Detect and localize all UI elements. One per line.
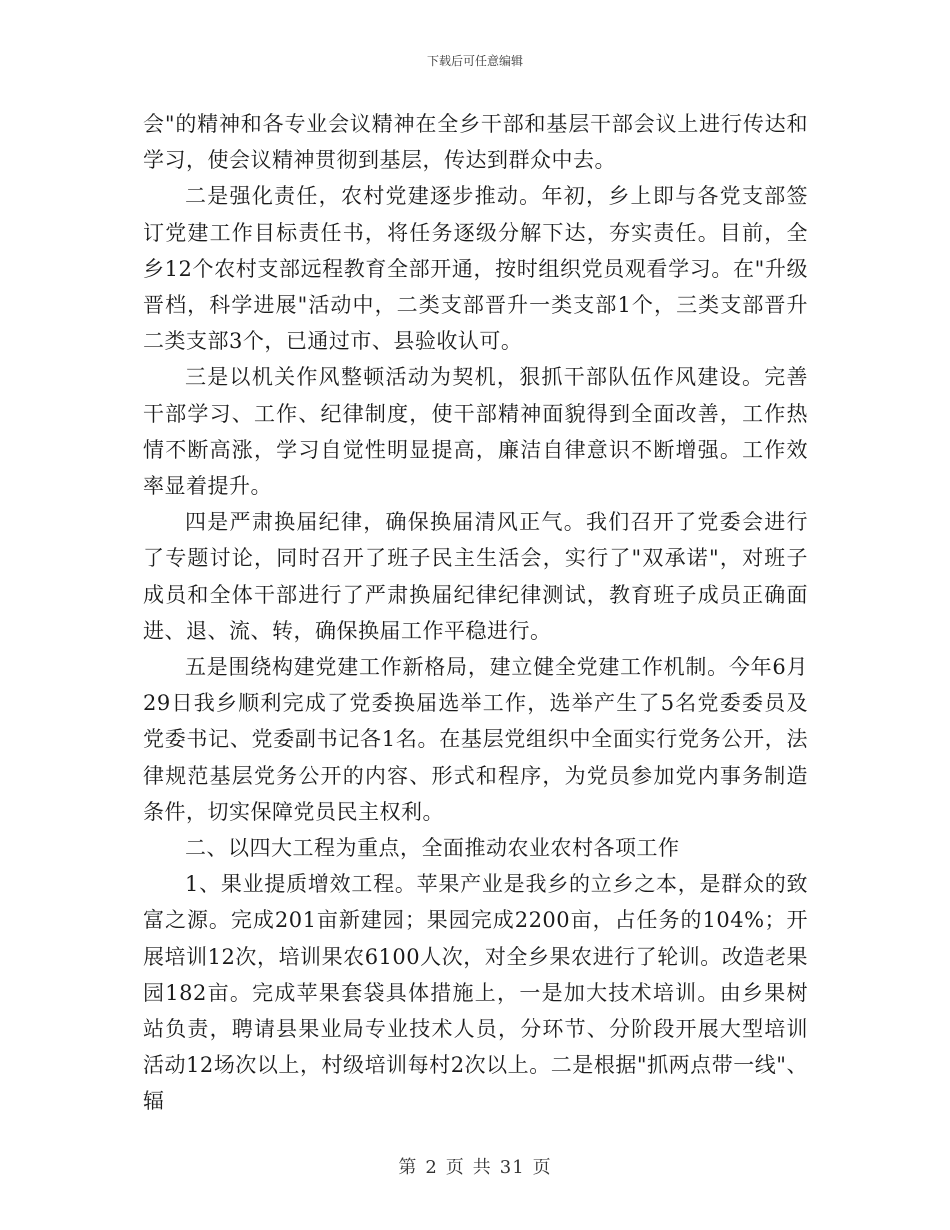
page-footer bbox=[0, 1153, 950, 1179]
paragraph-5: 五是围绕构建党建工作新格局，建立健全党建工作机制。今年6月29日我乡顺利完成了党委换届选举工作，选举产生了5名党委委员及党委书记、党委副书记各1名。在基层党组织中全面实行党务公开，法律规范基层党务公开的内容、形式和程序，为党员参加党内事务制造条件，切实保障党员民主权利。 bbox=[143, 655, 808, 824]
footer-middle: 页 bbox=[445, 1157, 465, 1178]
page-header-note: 下载后可任意编辑 bbox=[426, 54, 523, 68]
paragraph-4: 四是严肃换届纪律，确保换届清风正气。我们召开了党委会进行了专题讨论，同时召开了班子民主生活会，实行了"双承诺"，对班子成员和全体干部进行了严肃换届纪律纪律测试，教育班子成员正确面进、退、流、转，确保换届工作平稳进行。 bbox=[143, 510, 808, 643]
paragraph-7: 1、果业提质增效工程。苹果产业是我乡的立乡之本，是群众的致富之源。完成201亩新建园；果园完成2200亩，占任务的104%；开展培训12次，培训果农6100人次，对全乡果农进行了轮训。改造老果园182亩。完成苹果套袋具体措施上，一是加大技术培训。由乡果树站负责，聘请县果业局专业技术人员，分环节、分阶段开展大型培训活动12场次以上，村级培训每村2次以上。二是根据"抓两点带一线"、辐 bbox=[143, 872, 808, 1114]
footer-prefix: 第 bbox=[398, 1157, 418, 1178]
footer-total-pages: 31 bbox=[499, 1157, 525, 1178]
footer-current-page: 2 bbox=[425, 1157, 438, 1178]
paragraph-2: 二是强化责任，农村党建逐步推动。年初，乡上即与各党支部签订党建工作目标责任书，将任务逐级分解下达，夯实责任。目前，全乡12个农村支部远程教育全部开通，按时组织党员观看学习。在"升级晋档，科学进展"活动中，二类支部晋升一类支部1个，三类支部晋升二类支部3个，已通过市、县验收认可。 bbox=[143, 184, 808, 354]
footer-total-label: 共 bbox=[472, 1157, 492, 1178]
paragraph-3: 三是以机关作风整顿活动为契机，狠抓干部队伍作风建设。完善干部学习、工作、纪律制度，使干部精神面貌得到全面改善，工作热情不断高涨，学习自觉性明显提高，廉洁自律意识不断增强。工作效率显着提升。 bbox=[143, 365, 808, 499]
section-heading: 二、以四大工程为重点，全面推动农业农村各项工作 bbox=[185, 836, 680, 861]
paragraph-continuation: 会"的精神和各专业会议精神在全乡干部和基层干部会议上进行传达和学习，使会议精神贯彻到基层，传达到群众中去。 bbox=[143, 112, 808, 173]
footer-suffix: 页 bbox=[532, 1157, 552, 1178]
document-body bbox=[143, 106, 808, 1120]
